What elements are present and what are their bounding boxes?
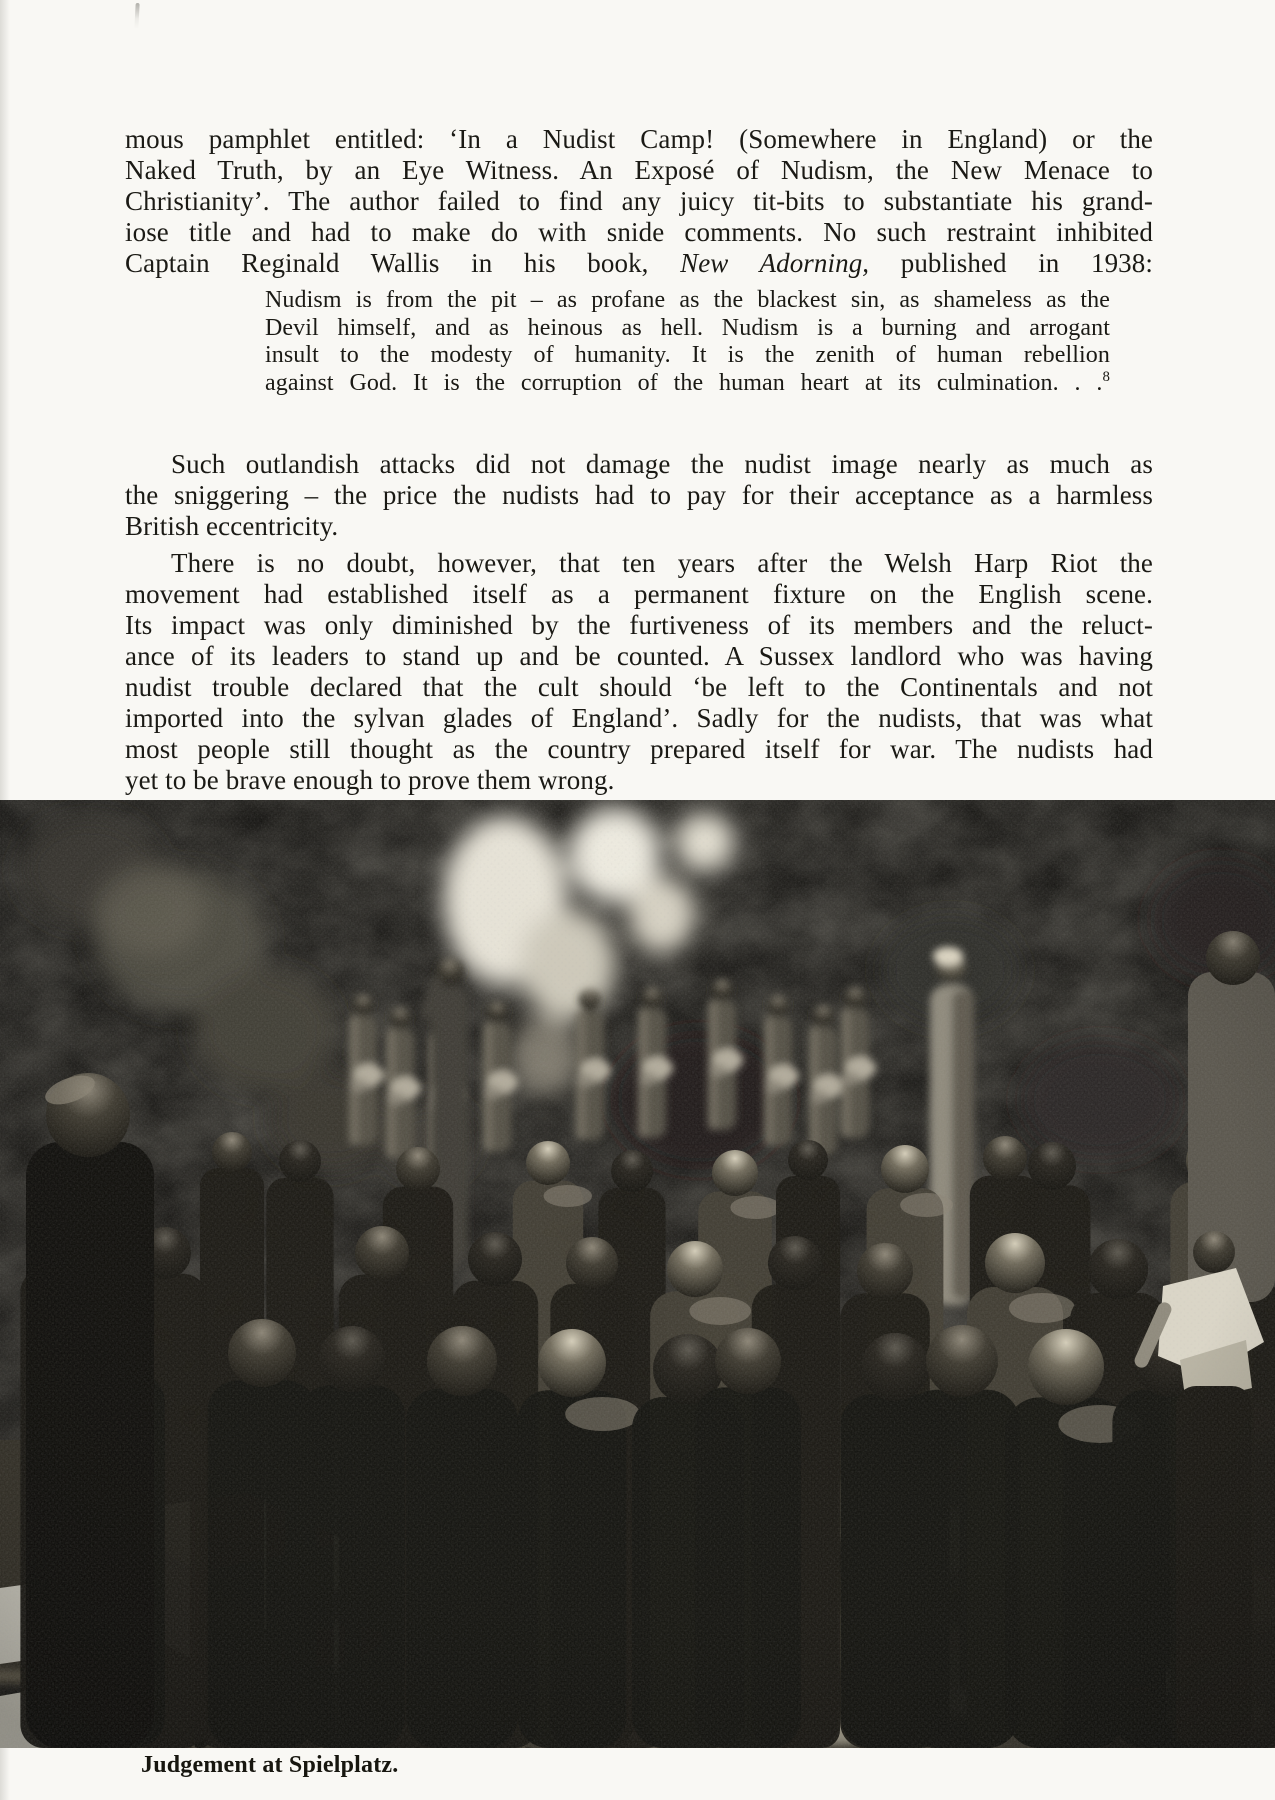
text-line: ance of its leaders to stand up and be counted. A Sussex landlord who was having [125,641,1153,671]
text-line: There is no doubt, however, that ten years after the Welsh Harp Riot the [171,548,1153,578]
text-line: movement had established itself as a permanent fixture on the English scene. [125,579,1153,609]
text-line: Such outlandish attacks did not damage the nudist image nearly as much as [171,449,1153,479]
photo-judgement-at-spielplatz [0,800,1275,1748]
text-line: iose title and had to make do with snide comments. No such restraint inhibited [125,217,1153,247]
text-line: British eccentricity. [125,511,339,541]
text-line: against God. It is the corruption of the human heart at its culmination. . .$^8$ [265,368,1110,396]
crowd-photo-illustration [0,800,1275,1748]
photo-caption: Judgement at Spielplatz. [141,1752,399,1778]
text-line: mous pamphlet entitled: ‘In a Nudist Camp! (Somewhere in England) or the [125,124,1153,154]
grain-overlay [0,800,1275,1748]
text-line: Nudism is from the pit – as profane as the blackest sin, as shameless as the [265,287,1110,313]
text-line: Its impact was only diminished by the furtiveness of its members and the reluct- [125,610,1153,640]
body-paragraph [125,124,1153,279]
text-line: Devil himself, and as heinous as hell. Nudism is a burning and arrogant [265,314,1110,341]
text-line: yet to be brave enough to prove them wrong. [125,765,615,795]
block-quote [265,287,1110,397]
text-line: Captain Reginald Wallis in his book, New Adorning, published in 1938: [125,248,1153,278]
text-line: imported into the sylvan glades of England’. Sadly for the nudists, that was what [125,703,1153,733]
body-paragraph [125,548,1153,796]
text-column [125,124,1153,796]
text-line: insult to the modesty of humanity. It is the zenith of human rebellion [265,342,1110,368]
text-line: the sniggering – the price the nudists had to pay for their acceptance as a harmless [125,480,1153,510]
body-paragraph [125,449,1153,542]
text-line: Christianity’. The author failed to find any juicy tit-bits to substantiate his grand- [125,186,1153,216]
scan-smudge-mark [134,3,139,29]
text-line: nudist trouble declared that the cult should ‘be left to the Continentals and not [125,672,1153,702]
text-line: most people still thought as the country prepared itself for war. The nudists had [125,734,1153,764]
text-line: Naked Truth, by an Eye Witness. An Exposé of Nudism, the New Menace to [125,155,1153,185]
